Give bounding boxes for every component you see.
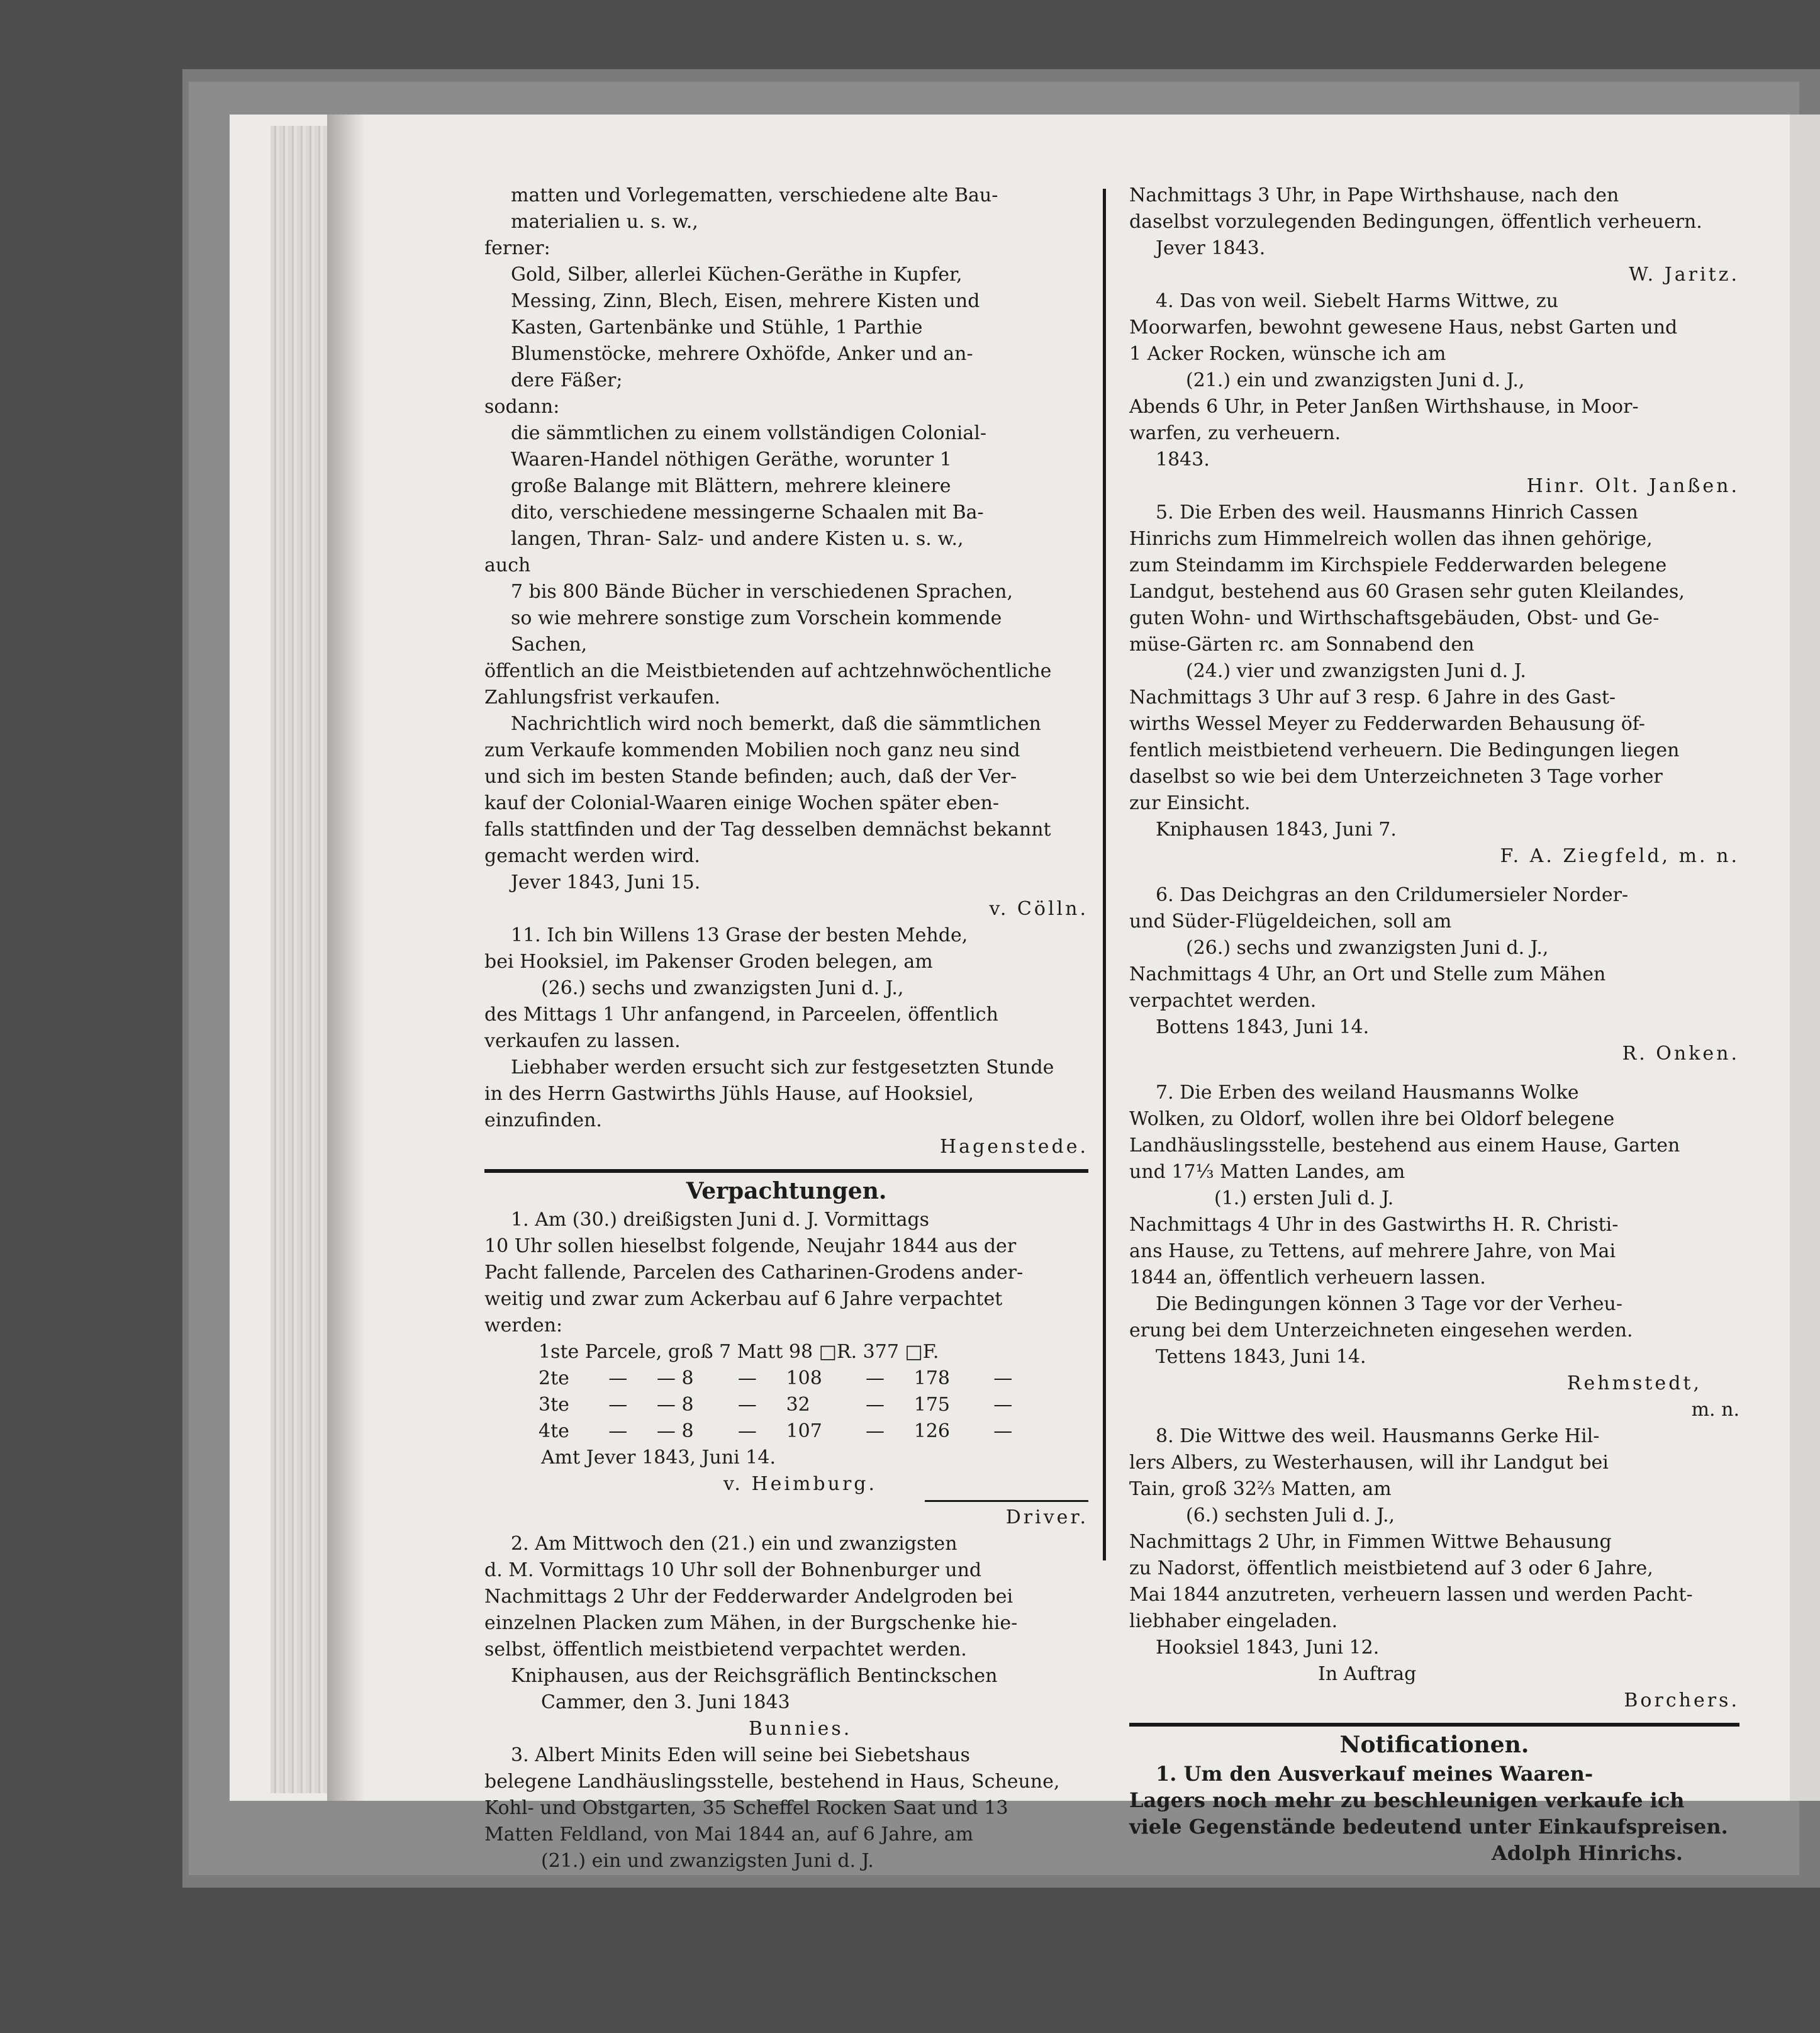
table-cell: 2te <box>539 1367 569 1389</box>
text-line: belegene Landhäuslingsstelle, bestehend in Haus, Scheune, <box>484 1771 1060 1793</box>
text-line: Zahlungsfrist verkaufen. <box>484 686 721 708</box>
signature: Bunnies. <box>749 1718 852 1740</box>
dateline: Jever 1843, Juni 15. <box>511 871 701 893</box>
text-line: (1.) ersten Juli d. J. <box>1214 1187 1394 1209</box>
text-line: verkaufen zu lassen. <box>484 1030 681 1052</box>
section-rule <box>1129 1723 1739 1727</box>
table-cell: 1ste Parcele, groß 7 Matt 98 □R. 377 □F. <box>539 1341 939 1363</box>
text-line: Cammer, den 3. Juni 1843 <box>541 1691 790 1713</box>
text-line: 3. Albert Minits Eden will seine bei Siebetshaus <box>511 1744 970 1766</box>
text-line: (26.) sechs und zwanzigsten Juni d. J., <box>1186 937 1549 959</box>
text-line: (21.) ein und zwanzigsten Juni d. J., <box>1186 369 1525 391</box>
section-rule <box>484 1169 1088 1173</box>
text-line: die sämmtlichen zu einem vollständigen Colonial- <box>511 422 986 444</box>
right-column <box>1129 182 1739 1866</box>
text-line: 7. Die Erben des weiland Hausmanns Wolke <box>1156 1082 1579 1104</box>
table-cell: 32 <box>786 1394 810 1416</box>
parcel-table <box>535 1339 1038 1445</box>
signature: Hagenstede. <box>939 1136 1088 1158</box>
table-cell: — 8 <box>656 1367 694 1389</box>
text-line: Nachmittags 2 Uhr der Fedderwarder Andelgroden bei <box>484 1586 1013 1608</box>
text-line: Landgut, bestehend aus 60 Grasen sehr guten Kleilandes, <box>1129 581 1685 603</box>
text-line: und sich im besten Stande befinden; auch, daß der Ver- <box>484 766 1017 788</box>
text-line: 10 Uhr sollen hieselbst folgende, Neujahr 1844 aus der <box>484 1235 1017 1257</box>
text-line: Nachmittags 4 Uhr in des Gastwirths H. R. Christi- <box>1129 1214 1619 1236</box>
text-line: Messing, Zinn, Blech, Eisen, mehrere Kisten und <box>511 290 980 312</box>
text-line: Nachmittags 3 Uhr auf 3 resp. 6 Jahre in des Gast- <box>1129 686 1616 708</box>
text-line: lers Albers, zu Westerhausen, will ihr Landgut bei <box>1129 1452 1609 1474</box>
notice-line: viele Gegenstände bedeutend unter Einkaufspreisen. <box>1129 1815 1728 1839</box>
dateline: Jever 1843. <box>1156 237 1266 259</box>
text-line: des Mittags 1 Uhr anfangend, in Parceelen, öffentlich <box>484 1004 998 1026</box>
text-line: Wolken, zu Oldorf, wollen ihre bei Oldorf belegene <box>1129 1108 1615 1130</box>
text-line: Nachmittags 2 Uhr, in Fimmen Wittwe Behausung <box>1129 1531 1612 1553</box>
text-line: 2. Am Mittwoch den (21.) ein und zwanzigsten <box>511 1533 957 1555</box>
table-cell: 175 <box>913 1394 950 1416</box>
table-cell: 108 <box>786 1367 822 1389</box>
text-line: (6.) sechsten Juli d. J., <box>1186 1504 1395 1526</box>
dateline: Hooksiel 1843, Juni 12. <box>1156 1637 1380 1659</box>
text-line: zum Verkaufe kommenden Mobilien noch ganz neu sind <box>484 739 1020 761</box>
text-line: weitig und zwar zum Ackerbau auf 6 Jahre verpachtet <box>484 1288 1003 1310</box>
text-line: zur Einsicht. <box>1129 792 1251 814</box>
signature: Driver. <box>1005 1506 1088 1528</box>
text-line: große Balange mit Blättern, mehrere kleinere <box>511 475 951 497</box>
table-row <box>535 1392 1038 1418</box>
text-line: Die Bedingungen können 3 Tage vor der Verheu- <box>1156 1293 1622 1315</box>
text-line: sodann: <box>484 396 560 418</box>
text-line: daselbst so wie bei dem Unterzeichneten 3 Tage vorher <box>1129 766 1663 788</box>
text-line: 8. Die Wittwe des weil. Hausmanns Gerke Hil- <box>1156 1425 1600 1447</box>
table-cell: — <box>993 1394 1013 1416</box>
signature: W. Jaritz. <box>1629 264 1739 286</box>
left-column <box>484 182 1088 1874</box>
table-cell: — <box>737 1394 757 1416</box>
signature: Rehmstedt, <box>1566 1372 1702 1394</box>
table-cell: — <box>737 1367 757 1389</box>
dateline: Kniphausen 1843, Juni 7. <box>1156 819 1397 841</box>
table-cell: — <box>737 1420 757 1442</box>
text-line: Landhäuslingsstelle, bestehend aus einem Hause, Garten <box>1129 1134 1680 1157</box>
text-line: 7 bis 800 Bände Bücher in verschiedenen Sprachen, <box>511 581 1013 603</box>
section-heading: Notificationen. <box>1339 1732 1529 1758</box>
table-cell: — <box>866 1394 885 1416</box>
text-line: und 17⅓ Matten Landes, am <box>1129 1161 1405 1183</box>
text-line: guten Wohn- und Wirthschaftsgebäuden, Obst- und Ge- <box>1129 607 1660 629</box>
signature: Hinr. Olt. Janßen. <box>1526 475 1739 497</box>
text-line: warfen, zu verheuern. <box>1129 422 1341 444</box>
table-cell: 178 <box>913 1367 950 1389</box>
table-cell: — 8 <box>656 1394 694 1416</box>
text-line: dere Fäßer; <box>511 369 623 391</box>
text-line: werden: <box>484 1314 563 1336</box>
dateline: Amt Jever 1843, Juni 14. <box>541 1447 776 1469</box>
gutter-shadow <box>327 115 365 1801</box>
text-line: kauf der Colonial-Waaren einige Wochen später eben- <box>484 792 1000 814</box>
text-line: 1 Acker Rocken, wünsche ich am <box>1129 343 1446 365</box>
text-line: ferner: <box>484 237 550 259</box>
text-line: 1844 an, öffentlich verheuern lassen. <box>1129 1267 1486 1289</box>
text-line: gemacht werden wird. <box>484 845 700 867</box>
text-line: Gold, Silber, allerlei Küchen-Geräthe in Kupfer, <box>511 264 963 286</box>
text-line: Nachrichtlich wird noch bemerkt, daß die sämmtlichen <box>511 713 1041 735</box>
table-cell: — 8 <box>656 1420 694 1442</box>
text-line: langen, Thran- Salz- und andere Kisten u. s. w., <box>511 528 964 550</box>
text-line: Sachen, <box>511 634 588 656</box>
table-cell: — <box>608 1394 628 1416</box>
text-line: (24.) vier und zwanzigsten Juni d. J. <box>1186 660 1526 682</box>
signature: Borchers. <box>1624 1689 1739 1711</box>
text-line: und Süder-Flügeldeichen, soll am <box>1129 910 1452 932</box>
text-line: d. M. Vormittags 10 Uhr soll der Bohnenburger und <box>484 1559 982 1581</box>
text-line: Kasten, Gartenbänke und Stühle, 1 Parthie <box>511 316 923 339</box>
table-cell: — <box>866 1367 885 1389</box>
signature: R. Onken. <box>1622 1043 1739 1065</box>
text-line: 1. Am (30.) dreißigsten Juni d. J. Vormittags <box>511 1209 930 1231</box>
text-line: Kniphausen, aus der Reichsgräflich Bentinckschen <box>511 1665 998 1687</box>
text-line: fentlich meistbietend verheuern. Die Bedingungen liegen <box>1129 739 1680 761</box>
text-line: verpachtet werden. <box>1129 990 1317 1012</box>
table-cell: 107 <box>786 1420 822 1442</box>
text-line: Nachmittags 4 Uhr, an Ort und Stelle zum Mähen <box>1129 963 1606 985</box>
text-line: selbst, öffentlich meistbietend verpachtet werden. <box>484 1638 967 1661</box>
signature-rule <box>925 1500 1088 1502</box>
text-line: daselbst vorzulegenden Bedingungen, öffentlich verheuern. <box>1129 211 1702 233</box>
text-line: erung bei dem Unterzeichneten eingesehen werden. <box>1129 1319 1633 1341</box>
text-line: Nachmittags 3 Uhr, in Pape Wirthshause, nach den <box>1129 184 1619 206</box>
text-line: materialien u. s. w., <box>511 211 698 233</box>
text-line: Abends 6 Uhr, in Peter Janßen Wirthshause, in Moor- <box>1129 396 1639 418</box>
section-heading: Verpachtungen. <box>686 1178 887 1204</box>
text-line: liebhaber eingeladen. <box>1129 1610 1338 1632</box>
table-cell: — <box>608 1367 628 1389</box>
text-line: einzelnen Placken zum Mähen, in der Burgschenke hie- <box>484 1612 1018 1634</box>
text-line: einzufinden. <box>484 1109 602 1131</box>
table-cell: — <box>866 1420 885 1442</box>
text-line: Kohl- und Obstgarten, 35 Scheffel Rocken Saat und 13 <box>484 1797 1008 1819</box>
text-line: Blumenstöcke, mehrere Oxhöfde, Anker und an- <box>511 343 973 365</box>
signature: F. A. Ziegfeld, m. n. <box>1500 845 1739 867</box>
text-line: öffentlich an die Meistbietenden auf achtzehnwöchentliche <box>484 660 1052 682</box>
text-line: matten und Vorlegematten, verschiedene alte Bau- <box>511 184 998 206</box>
table-row <box>535 1339 1038 1365</box>
text-line: (26.) sechs und zwanzigsten Juni d. J., <box>541 977 904 999</box>
table-cell: — <box>608 1420 628 1442</box>
text-line: zum Steindamm im Kirchspiele Fedderwarden belegene <box>1129 554 1667 576</box>
dateline: 1843. <box>1156 449 1210 471</box>
text-line: ans Hause, zu Tettens, auf mehrere Jahre, von Mai <box>1129 1240 1616 1262</box>
table-cell: 3te <box>539 1394 569 1416</box>
table-row <box>535 1418 1038 1445</box>
text-line: Mai 1844 anzutreten, verheuern lassen und werden Pacht- <box>1129 1584 1693 1606</box>
text-line: 4. Das von weil. Siebelt Harms Wittwe, zu <box>1156 290 1559 312</box>
dateline: Bottens 1843, Juni 14. <box>1156 1016 1370 1038</box>
table-row <box>535 1365 1038 1392</box>
text-line: falls stattfinden und der Tag desselben demnächst bekannt <box>484 819 1051 841</box>
dateline: Tettens 1843, Juni 14. <box>1156 1346 1366 1368</box>
text-line: Pacht fallende, Parcelen des Catharinen-Grodens ander- <box>484 1262 1024 1284</box>
text-line: müse-Gärten rc. am Sonnabend den <box>1129 634 1475 656</box>
table-cell: 4te <box>539 1420 569 1442</box>
text-line: Matten Feldland, von Mai 1844 an, auf 6 Jahre, am <box>484 1823 974 1845</box>
text-line: Moorwarfen, bewohnt gewesene Haus, nebst Garten und <box>1129 316 1678 339</box>
text-line: 11. Ich bin Willens 13 Grase der besten Mehde, <box>511 924 968 946</box>
text-line: 6. Das Deichgras an den Crildumersieler Norder- <box>1156 884 1629 906</box>
text-line: In Auftrag <box>1318 1663 1417 1685</box>
text-line: in des Herrn Gastwirths Jühls Hause, auf Hooksiel, <box>484 1083 974 1105</box>
signature: Adolph Hinrichs. <box>1491 1841 1683 1865</box>
next-page-edge <box>1790 115 1820 1801</box>
text-line: 5. Die Erben des weil. Hausmanns Hinrich Cassen <box>1156 501 1638 524</box>
signature: v. Cölln. <box>989 898 1088 920</box>
text-line: so wie mehrere sonstige zum Vorschein kommende <box>511 607 1002 629</box>
table-cell: — <box>993 1367 1013 1389</box>
text-line: Hinrichs zum Himmelreich wollen das ihnen gehörige, <box>1129 528 1653 550</box>
signature-suffix: m. n. <box>1691 1399 1739 1421</box>
notice-line: Lagers noch mehr zu beschleunigen verkaufe ich <box>1129 1788 1685 1812</box>
text-line: Liebhaber werden ersucht sich zur festgesetzten Stunde <box>511 1056 1054 1078</box>
table-cell: 126 <box>913 1420 950 1442</box>
text-line: auch <box>484 554 531 576</box>
column-divider <box>1103 189 1106 1560</box>
text-line: dito, verschiedene messingerne Schaalen mit Ba- <box>511 501 984 524</box>
signature: v. Heimburg. <box>723 1473 878 1495</box>
text-line: bei Hooksiel, im Pakenser Groden belegen, am <box>484 951 933 973</box>
text-line: wirths Wessel Meyer zu Fedderwarden Behausung öf- <box>1129 713 1645 735</box>
text-line: zu Nadorst, öffentlich meistbietend auf 3 oder 6 Jahre, <box>1129 1557 1653 1579</box>
text-line: Waaren-Handel nöthigen Geräthe, worunter 1 <box>511 449 952 471</box>
table-cell: — <box>993 1420 1013 1442</box>
notice-line: 1. Um den Ausverkauf meines Waaren- <box>1156 1762 1594 1786</box>
text-line: Tain, groß 32⅔ Matten, am <box>1129 1478 1392 1500</box>
text-line: (21.) ein und zwanzigsten Juni d. J. <box>541 1850 874 1872</box>
